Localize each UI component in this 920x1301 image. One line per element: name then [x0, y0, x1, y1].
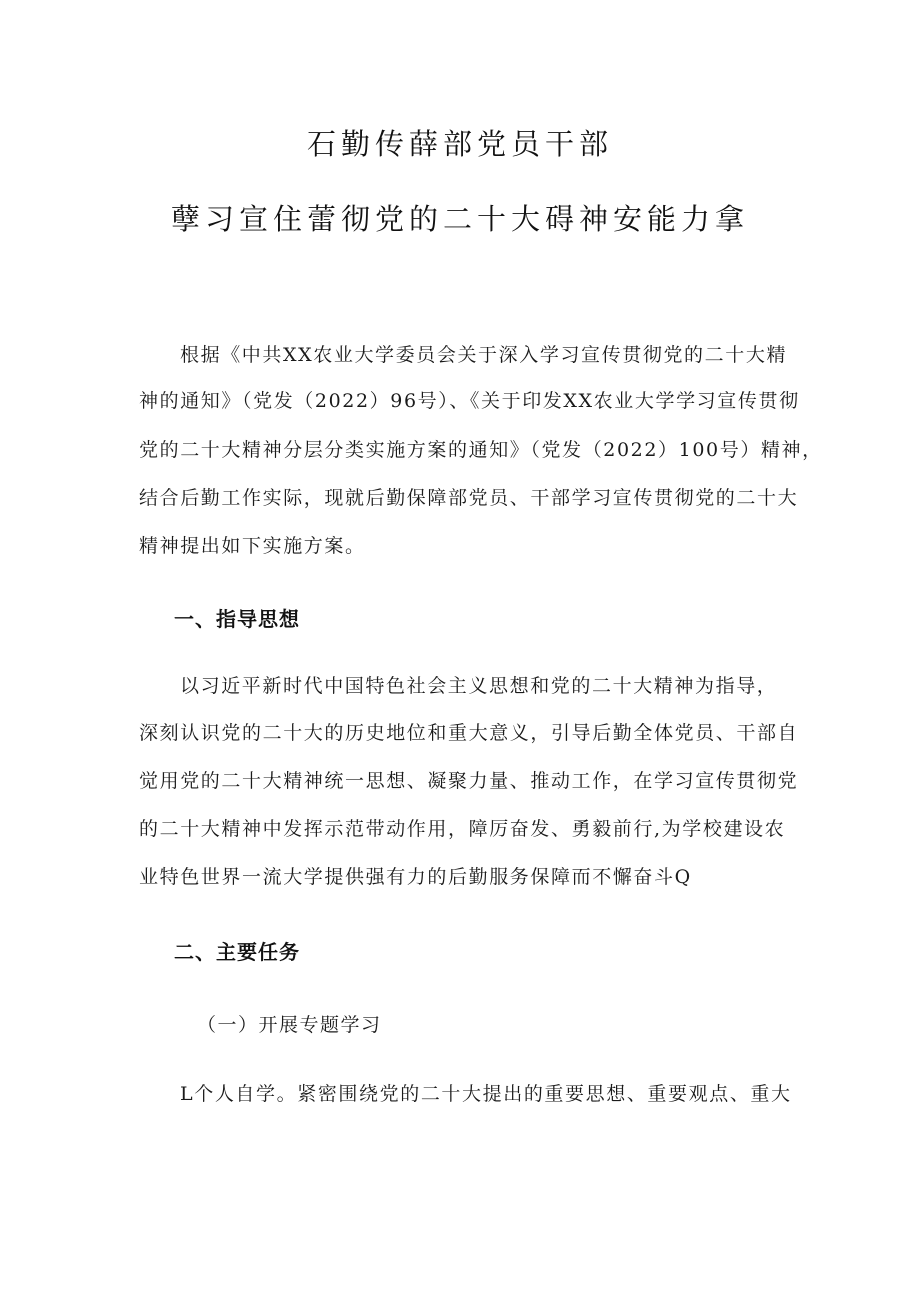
section-2-item-1: L个人自学。紧密围绕党的二十大提出的重要思想、重要观点、重大 [180, 1083, 792, 1105]
document-title-line-1: 石勤传薛部党员干部 [306, 127, 613, 161]
intro-line-5: 精神提出如下实施方案。 [139, 535, 366, 557]
intro-line-2: 神的通知》（党发（2022）96号）、《关于印发XX农业大学学习宣传贯彻 [139, 390, 800, 412]
intro-line-3: 党的二十大精神分层分类实施方案的通知》（党发（2022）100号）精神， [139, 439, 823, 461]
intro-line-4: 结合后勤工作实际，现就后勤保障部党员、干部学习宣传贯彻党的二十大 [139, 487, 799, 509]
section-1-line-2: 深刻认识党的二十大的历史地位和重大意义，引导后勤全体党员、干部自 [139, 722, 799, 744]
section-2-heading: 二、主要任务 [174, 940, 300, 964]
section-1-line-4: 的二十大精神中发挥示范带动作用，障厉奋发、勇毅前行,为学校建设农 [139, 818, 786, 840]
document-title-line-2: 孽习宣住蕾彻党的二十大碍神安能力拿 [170, 202, 749, 236]
section-1-line-5: 业特色世界一流大学提供强有力的后勤服务保障而不懈奋斗Q [139, 866, 692, 888]
section-1-heading: 一、指导思想 [174, 607, 300, 631]
section-1-line-1: 以习近平新时代中国特色社会主义思想和党的二十大精神为指导， [180, 675, 778, 697]
section-1-line-3: 觉用党的二十大精神统一思想、凝聚力量、推动工作，在学习宣传贯彻党 [139, 770, 799, 792]
intro-line-1: 根据《中共XX农业大学委员会关于深入学习宣传贯彻党的二十大精 [180, 344, 788, 366]
section-2-subheading-1: （一）开展专题学习 [197, 1014, 382, 1036]
